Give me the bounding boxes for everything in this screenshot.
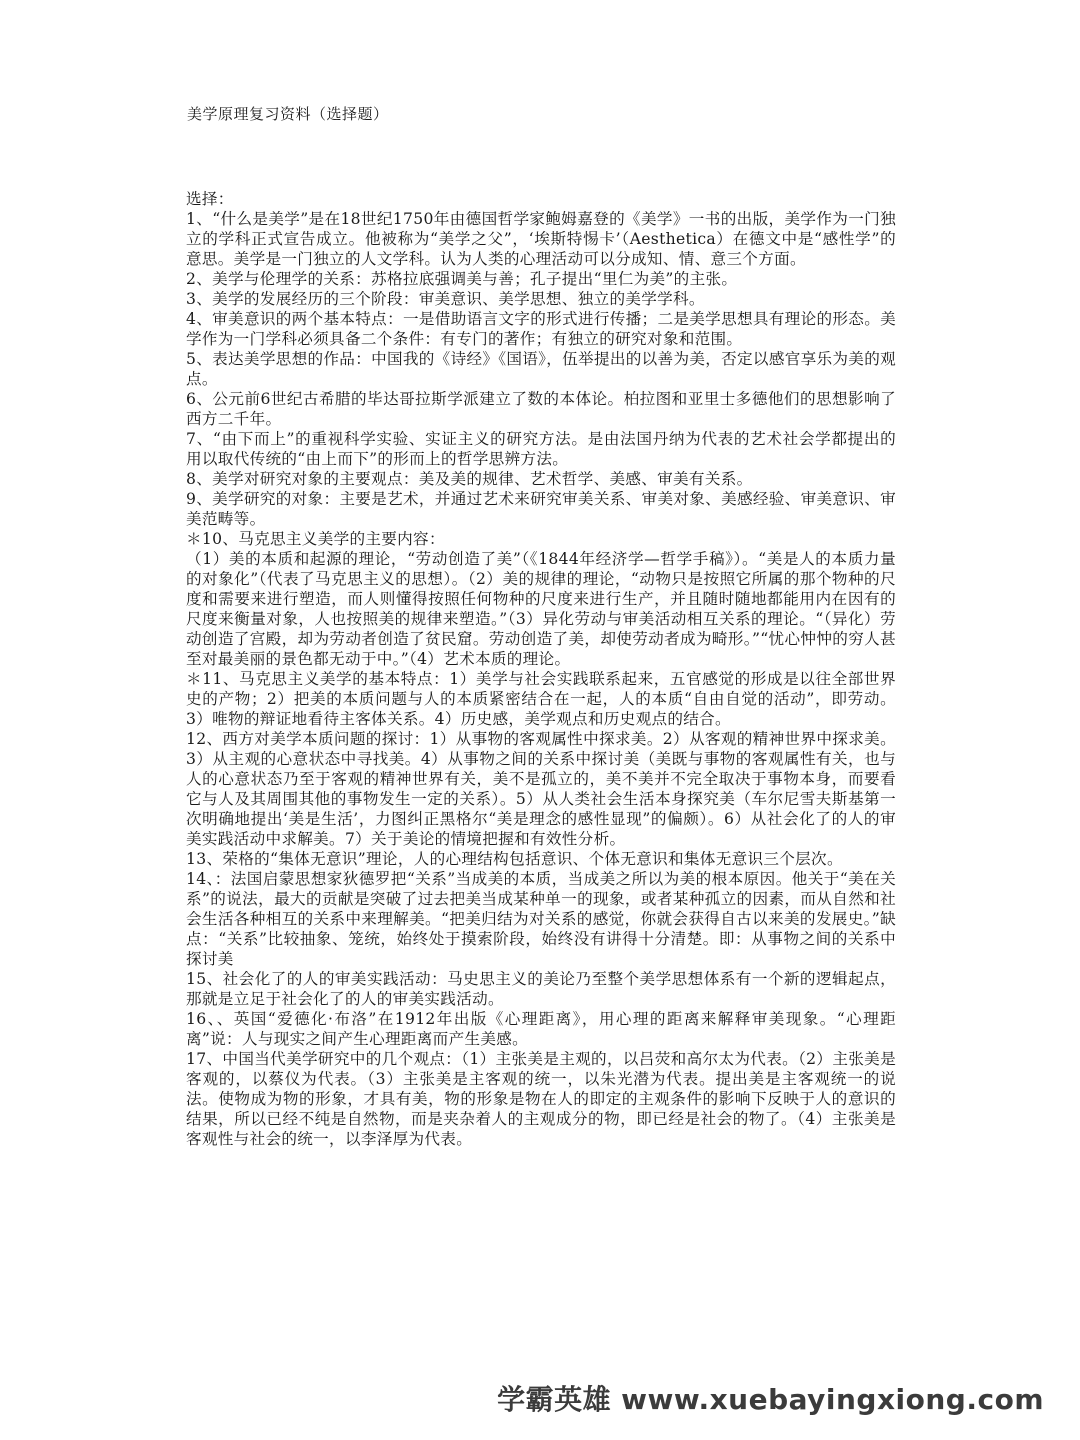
paragraph-8: 8、美学对研究对象的主要观点：美及美的规律、艺术哲学、美感、审美有关系。 xyxy=(186,470,753,488)
paragraph-10-heading: ＊10、马克思主义美学的主要内容： xyxy=(186,530,445,548)
paragraph-3: 3、美学的发展经历的三个阶段：审美意识、美学思想、独立的美学学科。 xyxy=(186,290,705,308)
watermark-url: www.xuebayingxiong.com xyxy=(621,1383,1044,1416)
paragraph-7: 7、“由下而上”的重视科学实验、实证主义的研究方法。是由法国丹纳为代表的艺术社会学都提出的用以取代传统的“由上而下”的形而上的哲学思辨方法。 xyxy=(186,430,896,468)
paragraph-17: 17、中国当代美学研究中的几个观点：（1）主张美是主观的，以吕荧和高尔太为代表。（2）主张美是客观的，以蔡仪为代表。（3）主张美是主客观的统一，以朱光潜为代表。提出美是主客观统一的说法。使物成为物的形象，才具有美，物的形象是物在人的即定的主观条件的影响下反映于人的意识的结果，所以已经不纯是自然物，而是夹杂着人的主观成分的物，即已经是社会的物了。（4）主张美是客观性与社会的统一，以李泽厚为代表。 xyxy=(186,1050,896,1148)
paragraph-2: 2、美学与伦理学的关系：苏格拉底强调美与善；孔子提出“里仁为美”的主张。 xyxy=(186,270,738,288)
paragraph-9: 9、美学研究的对象：主要是艺术，并通过艺术来研究审美关系、审美对象、美感经验、审美意识、审美范畴等。 xyxy=(186,490,896,528)
paragraph-10-body: （1）美的本质和起源的理论，“劳动创造了美”（《1844年经济学—哲学手稿》）。“美是人的本质力量的对象化”（代表了马克思主义的思想）。（2）美的规律的理论，“动物只是按照它所属的那个物种的尺度和需要来进行塑造，而人则懂得按照任何物种的尺度来进行生产，并且随时随地都能用内在因有的尺度来衡量对象，人也按照美的规律来塑造。”（3）异化劳动与审美活动相互关系的理论。“（异化）劳动创造了宫殿，却为劳动者创造了贫民窟。劳动创造了美，却使劳动者成为畸形。”“忧心忡忡的穷人甚至对最美丽的景色都无动于中。”（4）艺术本质的理论。 xyxy=(186,550,896,668)
paragraph-1: 1、“什么是美学”是在18世纪1750年由德国哲学家鲍姆嘉登的《美学》一书的出版，美学作为一门独立的学科正式宣告成立。他被称为“美学之父”，‘埃斯特惕卡’（Aesthetica）在德文中是“感性学”的意思。美学是一门独立的人文学科。认为人类的心理活动可以分成知、情、意三个方面。 xyxy=(186,210,896,268)
watermark-brand: 学霸英雄 xyxy=(497,1383,612,1416)
site-watermark xyxy=(497,1378,1044,1418)
paragraph-14: 14、：法国启蒙思想家狄德罗把“关系”当成美的本质，当成美之所以为美的根本原因。他关于“美在关系”的说法，最大的贡献是突破了过去把美当成某种单一的现象，或者某种孤立的因素，而从自然和社会生活各种相互的关系中来理解美。“把美归结为对关系的感觉，你就会获得自古以来美的发展史。”缺点：“关系”比较抽象、笼统，始终处于摸索阶段，始终没有讲得十分清楚。即：从事物之间的关系中探讨美 xyxy=(186,870,896,968)
paragraph-4: 4、审美意识的两个基本特点：一是借助语言文字的形式进行传播；二是美学思想具有理论的形态。美学作为一门学科必须具备二个条件：有专门的著作；有独立的研究对象和范围。 xyxy=(186,310,896,348)
paragraph-11: ＊11、马克思主义美学的基本特点：1）美学与社会实践联系起来，五官感觉的形成是以往全部世界史的产物；2）把美的本质问题与人的本质紧密结合在一起，人的本质“自由自觉的活动”，即劳动。3）唯物的辩证地看待主客体关系。4）历史感，美学观点和历史观点的结合。 xyxy=(186,670,896,728)
paragraph-12: 12、西方对美学本质问题的探讨：1）从事物的客观属性中探求美。2）从客观的精神世界中探求美。3）从主观的心意状态中寻找美。4）从事物之间的关系中探讨美（美既与事物的客观属性有关，也与人的心意状态乃至于客观的精神世界有关，美不是孤立的，美不美并不完全取决于事物本身，而要看它与人及其周围其他的事物发生一定的关系）。5）从人类社会生活本身探究美（车尔尼雪夫斯基第一次明确地提出‘美是生活’，力图纠正黑格尔“美是理念的感性显现”的偏颇）。6）从社会化了的人的审美实践活动中求解美。7）关于美论的情境把握和有效性分析。 xyxy=(186,730,896,848)
document-body xyxy=(186,189,896,1149)
paragraph-5: 5、表达美学思想的作品：中国我的《诗经》《国语》，伍举提出的以善为美，否定以感官享乐为美的观点。 xyxy=(186,350,896,388)
paragraph-6: 6、公元前6世纪古希腊的毕达哥拉斯学派建立了数的本体论。柏拉图和亚里士多德他们的思想影响了西方二千年。 xyxy=(186,390,896,428)
paragraph-13: 13、荣格的“集体无意识”理论，人的心理结构包括意识、个体无意识和集体无意识三个层次。 xyxy=(186,850,843,868)
section-label: 选择： xyxy=(186,190,234,208)
document-title: 美学原理复习资料（选择题） xyxy=(187,105,389,123)
paragraph-15: 15、社会化了的人的审美实践活动：马史思主义的美论乃至整个美学思想体系有一个新的逻辑起点，那就是立足于社会化了的人的审美实践活动。 xyxy=(186,970,896,1008)
paragraph-16: 16、、英国“爱德化·布洛”在1912年出版《心理距离》，用心理的距离来解释审美现象。“心理距离”说：人与现实之间产生心理距离而产生美感。 xyxy=(186,1010,896,1048)
